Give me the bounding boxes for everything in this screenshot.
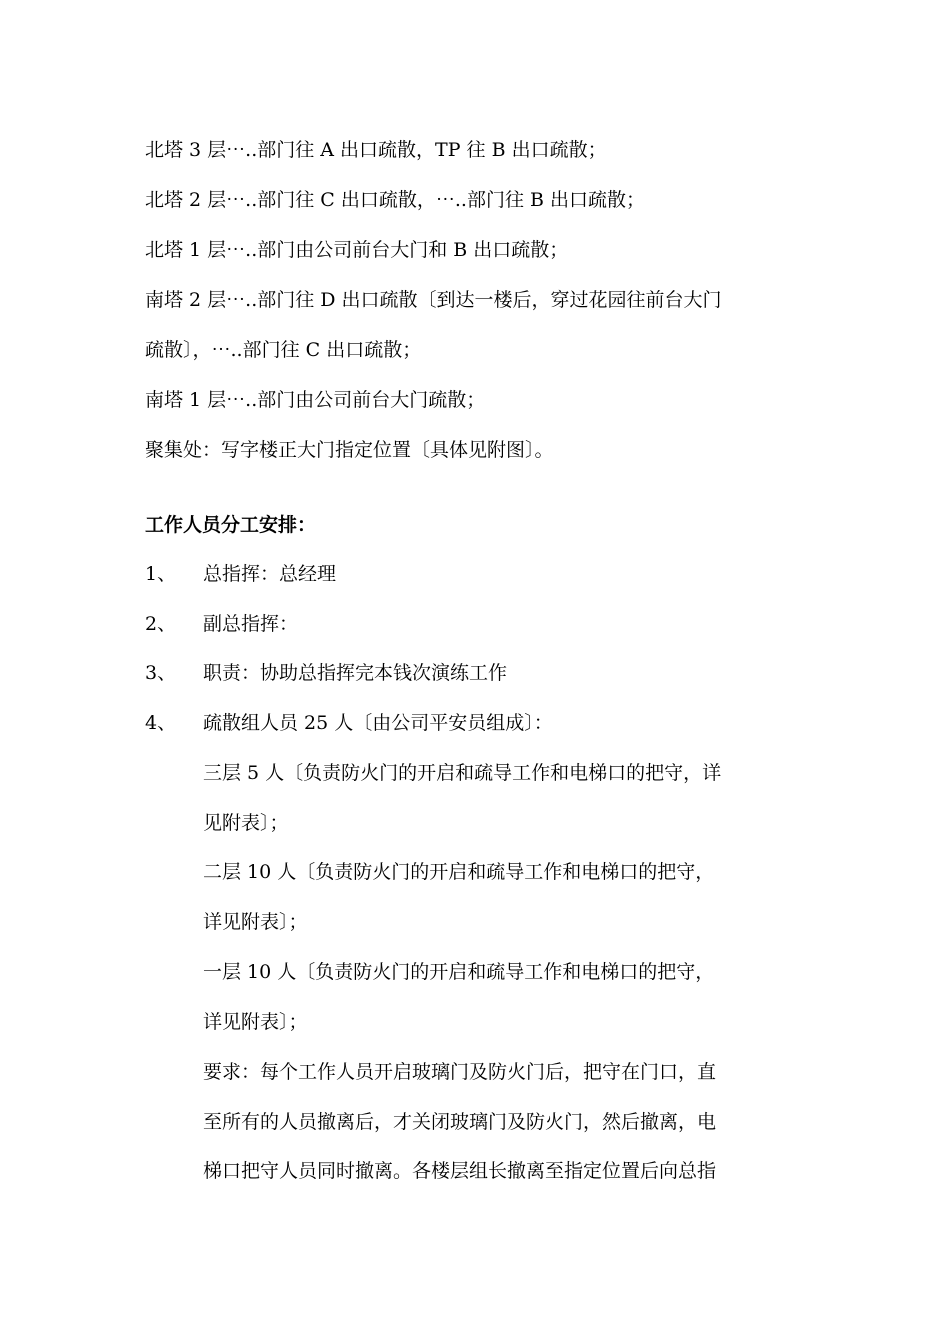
list-number: 4、: [145, 712, 177, 734]
subline-requirement-cont-1: 至所有的人员撤离后，才关闭玻璃门及防火门，然后撤离，电: [203, 1111, 717, 1133]
subline-requirement-cont-2: 梯口把守人员同时撤离。各楼层组长撤离至指定位置后向总指: [203, 1160, 717, 1182]
list-item-evacuation-team: 疏散组人员 25 人〔由公司平安员组成〕：: [203, 712, 553, 734]
assembly-point-line: 聚集处：写字楼正大门指定位置〔具体见附图〕。: [145, 439, 554, 461]
subline-floor-1-cont: 详见附表〕；: [203, 1011, 308, 1033]
list-number: 3、: [145, 662, 177, 684]
subline-floor-3: 三层 5 人〔负责防火门的开启和疏导工作和电梯口的把守，详: [203, 762, 722, 784]
evacuation-line-south-2: 南塔 2 层⋯..部门往 D 出口疏散〔到达一楼后，穿过花园往前台大门: [145, 289, 722, 311]
evacuation-line-south-1: 南塔 1 层⋯..部门由公司前台大门疏散；: [145, 389, 486, 411]
evacuation-line-north-3: 北塔 3 层⋯..部门往 A 出口疏散，TP 往 B 出口疏散；: [145, 139, 607, 161]
evacuation-line-south-2-cont: 疏散〕，⋯..部门往 C 出口疏散；: [145, 339, 422, 361]
evacuation-line-north-2: 北塔 2 层⋯..部门往 C 出口疏散，⋯..部门往 B 出口疏散；: [145, 189, 645, 211]
subline-requirement: 要求：每个工作人员开启玻璃门及防火门后，把守在门口，直: [203, 1061, 717, 1083]
list-item-deputy: 副总指挥：: [203, 613, 299, 635]
list-number: 2、: [145, 613, 177, 635]
section-heading: 工作人员分工安排：: [145, 514, 317, 536]
subline-floor-2: 二层 10 人〔负责防火门的开启和疏导工作和电梯口的把守，: [203, 861, 715, 883]
list-number: 1、: [145, 563, 177, 585]
subline-floor-1: 一层 10 人〔负责防火门的开启和疏导工作和电梯口的把守，: [203, 961, 715, 983]
evacuation-line-north-1: 北塔 1 层⋯..部门由公司前台大门和 B 出口疏散；: [145, 239, 569, 261]
list-item-commander: 总指挥：总经理: [203, 563, 337, 585]
subline-floor-2-cont: 详见附表〕；: [203, 911, 308, 933]
subline-floor-3-cont: 见附表〕；: [203, 812, 289, 834]
list-item-duty: 职责：协助总指挥完本钱次演练工作: [203, 662, 508, 684]
